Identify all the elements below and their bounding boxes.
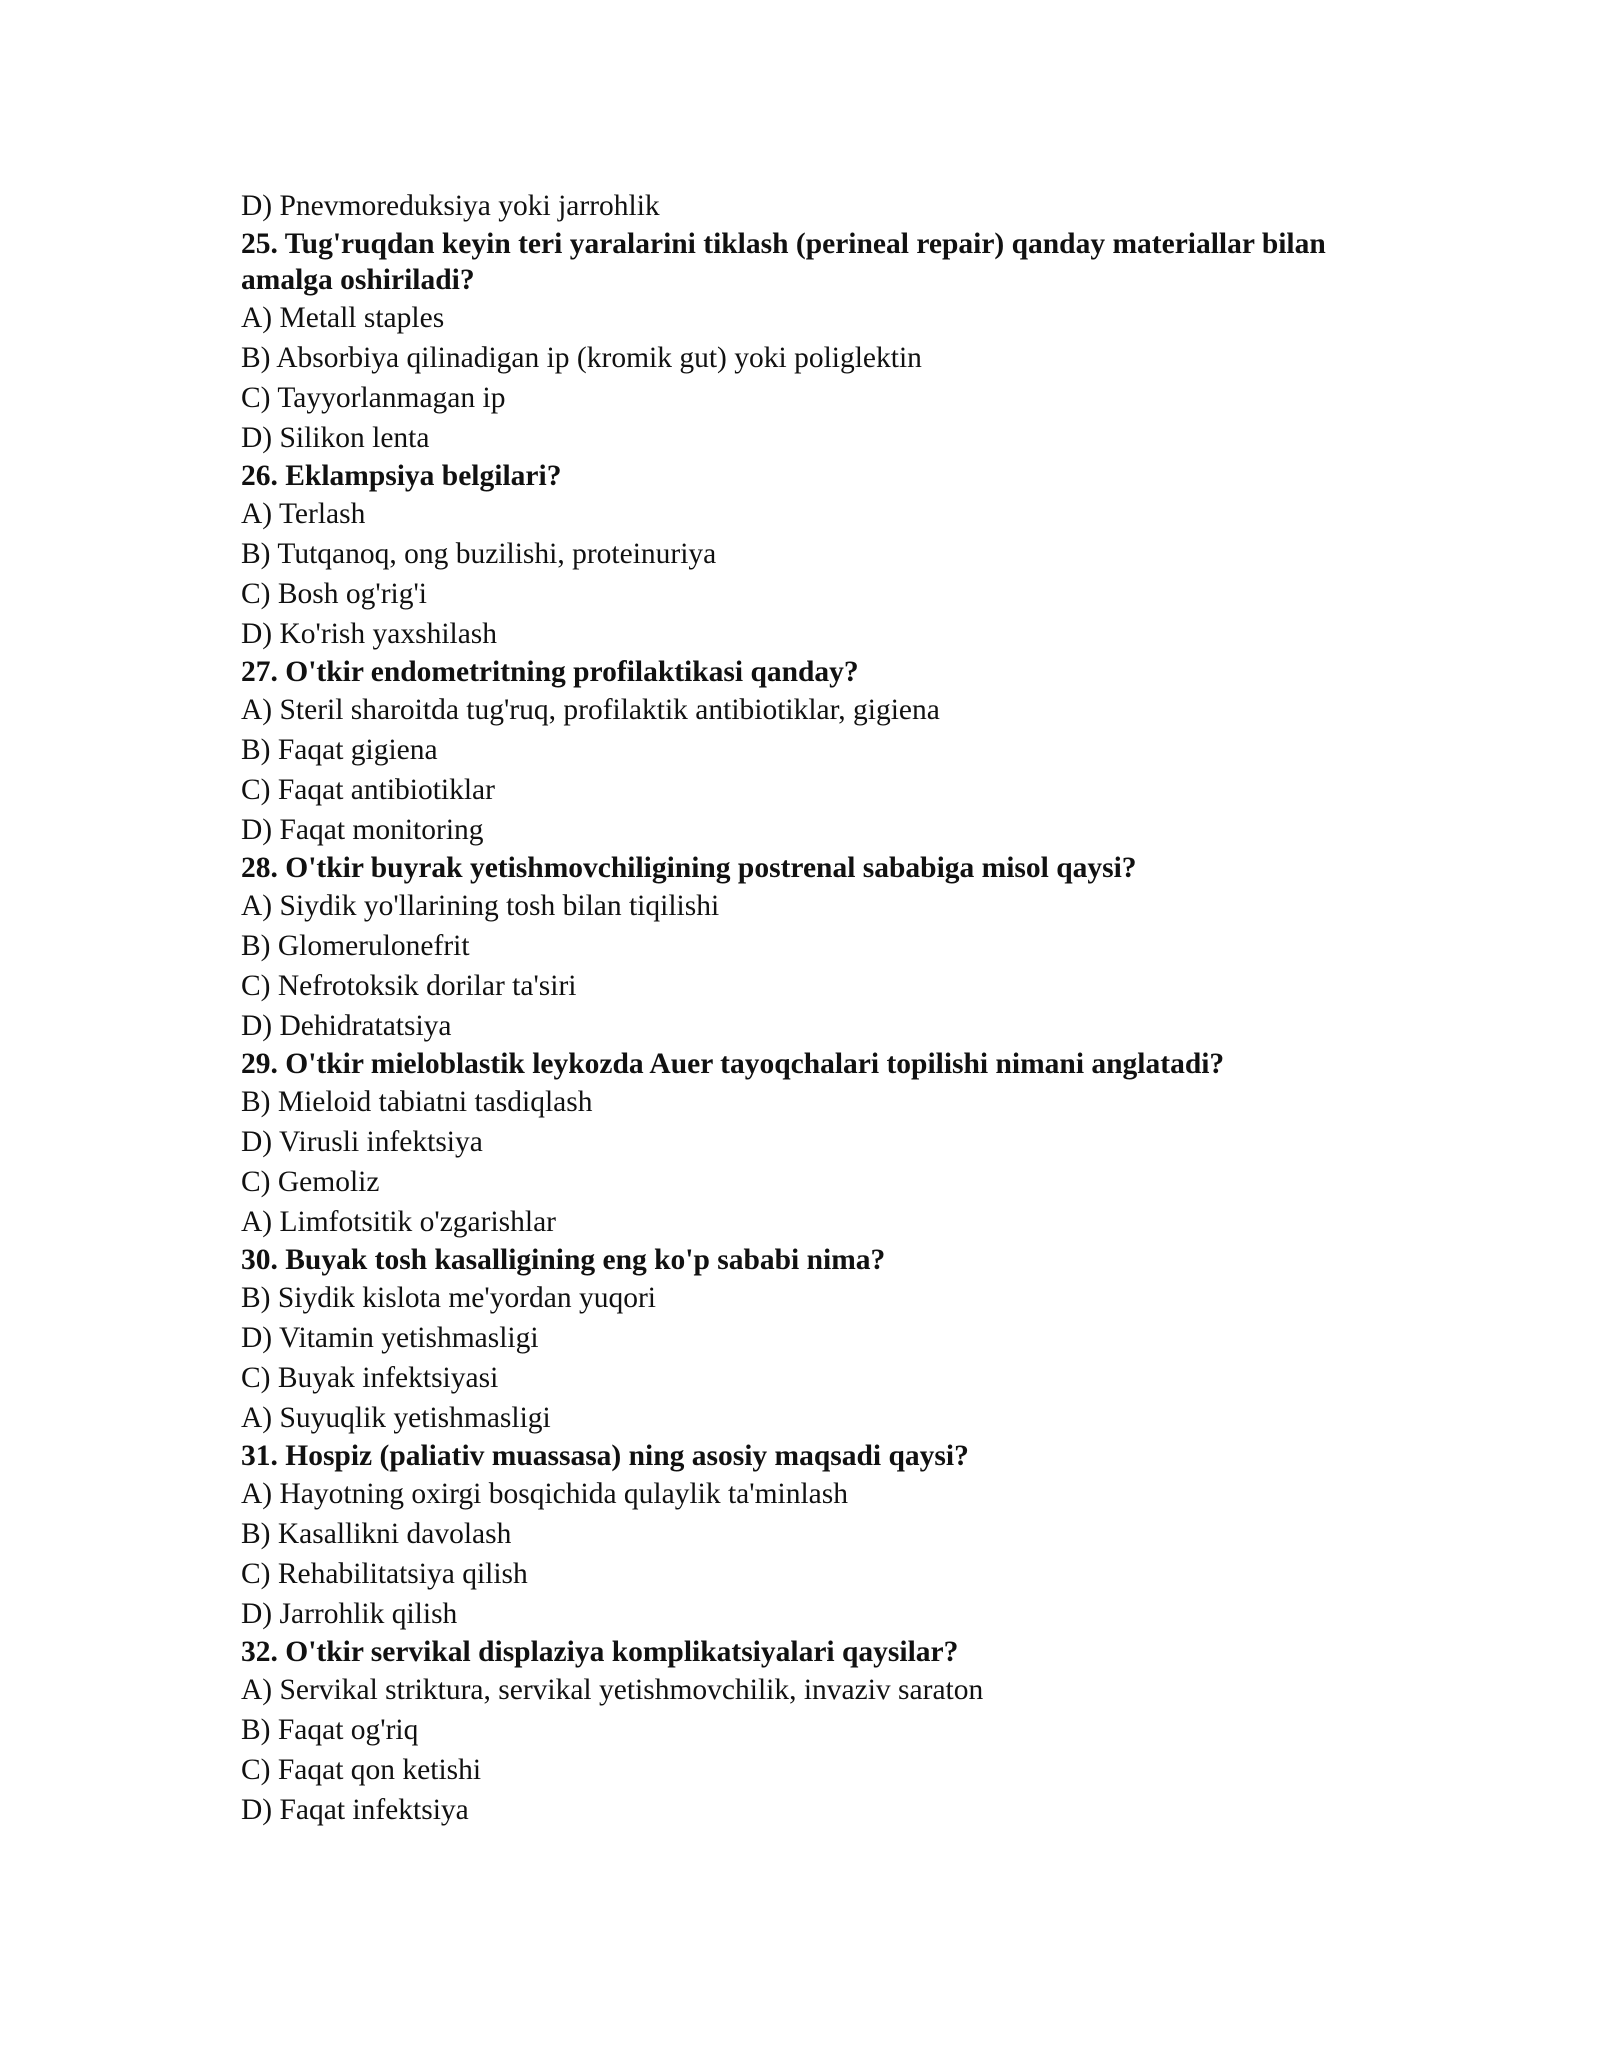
document-body [241,186,1421,1830]
answer-option: B) Kasallikni davolash [241,1518,512,1550]
answer-option: D) Vitamin yetishmasligi [241,1322,539,1354]
answer-option: D) Faqat infektsiya [241,1794,469,1826]
answer-option: B) Glomerulonefrit [241,930,470,962]
answer-option: A) Metall staples [241,302,445,334]
question-text: 28. O'tkir buyrak yetishmovchiligining postrenal sababiga misol qaysi? [241,852,1137,884]
answer-option: D) Jarrohlik qilish [241,1598,458,1630]
answer-option: C) Gemoliz [241,1166,380,1198]
answer-option: B) Faqat gigiena [241,734,438,766]
answer-option: C) Faqat qon ketishi [241,1754,482,1786]
answer-option: D) Faqat monitoring [241,814,484,846]
answer-option: A) Hayotning oxirgi bosqichida qulaylik ta'minlash [241,1478,848,1510]
answer-option: A) Terlash [241,498,366,530]
answer-option: A) Servikal striktura, servikal yetishmovchilik, invaziv saraton [241,1674,984,1706]
answer-option: C) Bosh og'rig'i [241,578,428,610]
answer-option: D) Dehidratatsiya [241,1010,452,1042]
answer-option: B) Absorbiya qilinadigan ip (kromik gut) yoki poliglektin [241,342,922,374]
answer-option: A) Suyuqlik yetishmasligi [241,1402,551,1434]
answer-option: B) Tutqanoq, ong buzilishi, proteinuriya [241,538,717,570]
answer-option: C) Rehabilitatsiya qilish [241,1558,528,1590]
answer-option: A) Limfotsitik o'zgarishlar [241,1206,556,1238]
answer-option: B) Mieloid tabiatni tasdiqlash [241,1086,593,1118]
question-text: 29. O'tkir mieloblastik leykozda Auer tayoqchalari topilishi nimani anglatadi? [241,1048,1225,1080]
answer-option: C) Buyak infektsiyasi [241,1362,499,1394]
question-text: 30. Buyak tosh kasalligining eng ko'p sababi nima? [241,1244,886,1276]
answer-option: B) Faqat og'riq [241,1714,419,1746]
answer-option: C) Faqat antibiotiklar [241,774,495,806]
answer-option: B) Siydik kislota me'yordan yuqori [241,1282,657,1314]
question-text: 27. O'tkir endometritning profilaktikasi qanday? [241,656,859,688]
answer-option: C) Tayyorlanmagan ip [241,382,506,414]
question-text: 25. Tug'ruqdan keyin teri yaralarini tiklash (perineal repair) qanday materiallar bilan amalga oshiriladi? [241,228,1326,296]
question-text: 26. Eklampsiya belgilari? [241,460,562,492]
answer-option: D) Silikon lenta [241,422,430,454]
answer-option: C) Nefrotoksik dorilar ta'siri [241,970,577,1002]
question-text: 32. O'tkir servikal displaziya komplikatsiyalari qaysilar? [241,1636,959,1668]
answer-option: A) Steril sharoitda tug'ruq, profilaktik antibiotiklar, gigiena [241,694,940,726]
answer-option: D) Ko'rish yaxshilash [241,618,498,650]
answer-option: A) Siydik yo'llarining tosh bilan tiqilishi [241,890,720,922]
question-text: 31. Hospiz (paliativ muassasa) ning asosiy maqsadi qaysi? [241,1440,969,1472]
answer-option: D) Pnevmoreduksiya yoki jarrohlik [241,190,660,222]
answer-option: D) Virusli infektsiya [241,1126,483,1158]
